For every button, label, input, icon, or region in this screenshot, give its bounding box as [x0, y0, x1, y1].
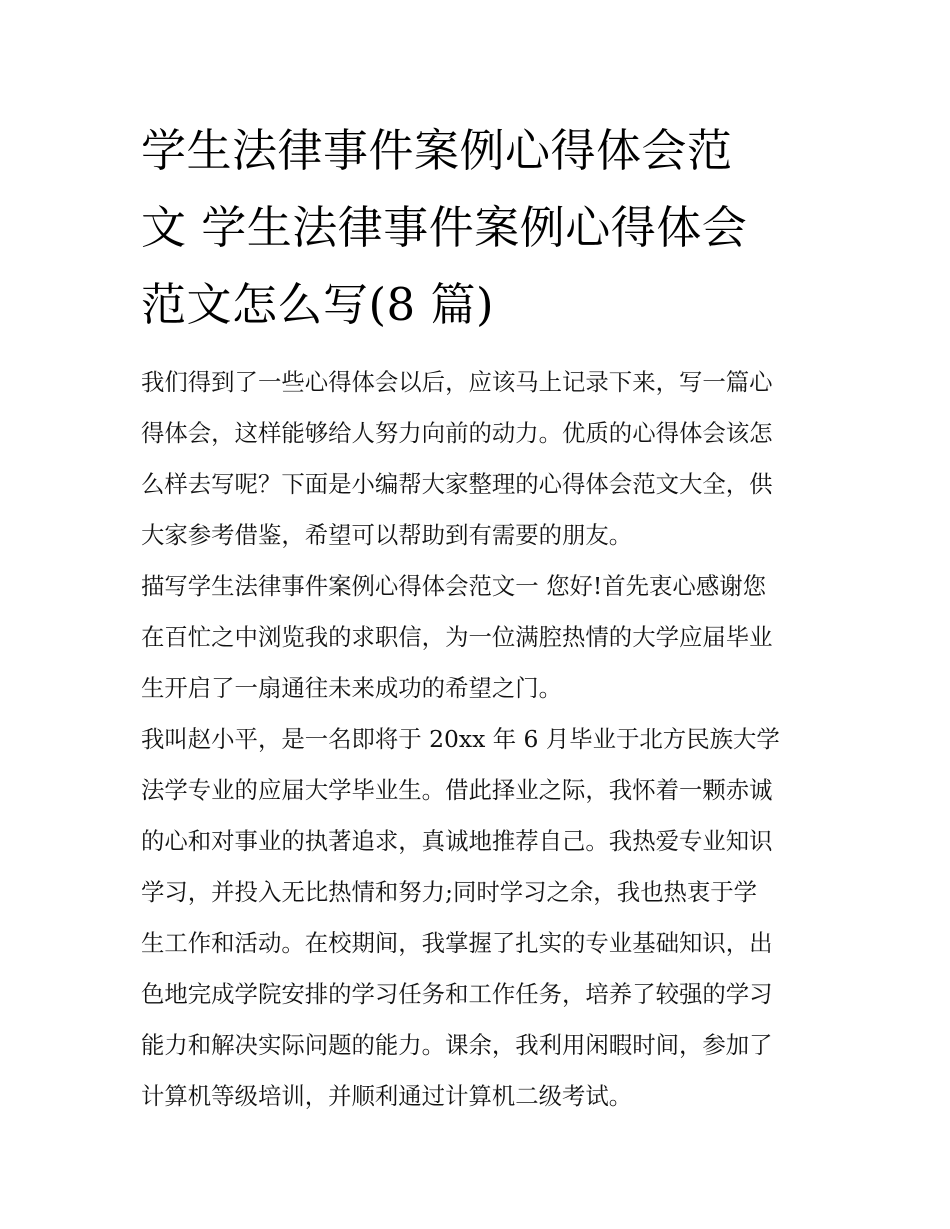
text-line: 我叫赵小平，是一名即将于 20xx 年 6 月毕业于北方民族大学 [141, 725, 780, 753]
document-body [141, 357, 813, 1122]
text-line: 大家参考借鉴，希望可以帮助到有需要的朋友。 [141, 521, 633, 549]
text-line: 色地完成学院安排的学习任务和工作任务，培养了较强的学习 [141, 980, 773, 1008]
text-line: 我们得到了一些心得体会以后，应该马上记录下来，写一篇心 [141, 368, 773, 396]
text-line: 么样去写呢？下面是小编帮大家整理的心得体会范文大全，供 [141, 470, 773, 498]
text-line: 得体会，这样能够给人努力向前的动力。优质的心得体会该怎 [141, 419, 773, 447]
text-line: 描写学生法律事件案例心得体会范文一 您好!首先衷心感谢您 [141, 572, 766, 600]
text-line: 生工作和活动。在校期间，我掌握了扎实的专业基础知识，出 [141, 929, 773, 957]
intro-paragraph [141, 357, 813, 561]
text-line: 法学专业的应届大学毕业生。借此择业之际，我怀着一颗赤诚 [141, 776, 773, 804]
text-line: 计算机等级培训，并顺利通过计算机二级考试。 [141, 1082, 633, 1110]
text-line: 学习，并投入无比热情和努力;同时学习之余，我也热衷于学 [141, 878, 758, 906]
text-line: 生开启了一扇通往未来成功的希望之门。 [141, 674, 563, 702]
title-line: 文 学生法律事件案例心得体会 [141, 201, 748, 254]
text-line: 的心和对事业的执著追求，真诚地推荐自己。我热爱专业知识 [141, 827, 773, 855]
text-line: 能力和解决实际问题的能力。课余，我利用闲暇时间，参加了 [141, 1031, 773, 1059]
greeting-paragraph [141, 561, 813, 714]
title-line: 学生法律事件案例心得体会范 [141, 124, 733, 177]
self-intro-paragraph [141, 714, 813, 1122]
document-content [141, 112, 813, 1122]
text-line: 在百忙之中浏览我的求职信，为一位满腔热情的大学应届毕业 [141, 623, 773, 651]
title-line: 范文怎么写(8 篇) [141, 278, 495, 331]
document-title [141, 112, 813, 343]
